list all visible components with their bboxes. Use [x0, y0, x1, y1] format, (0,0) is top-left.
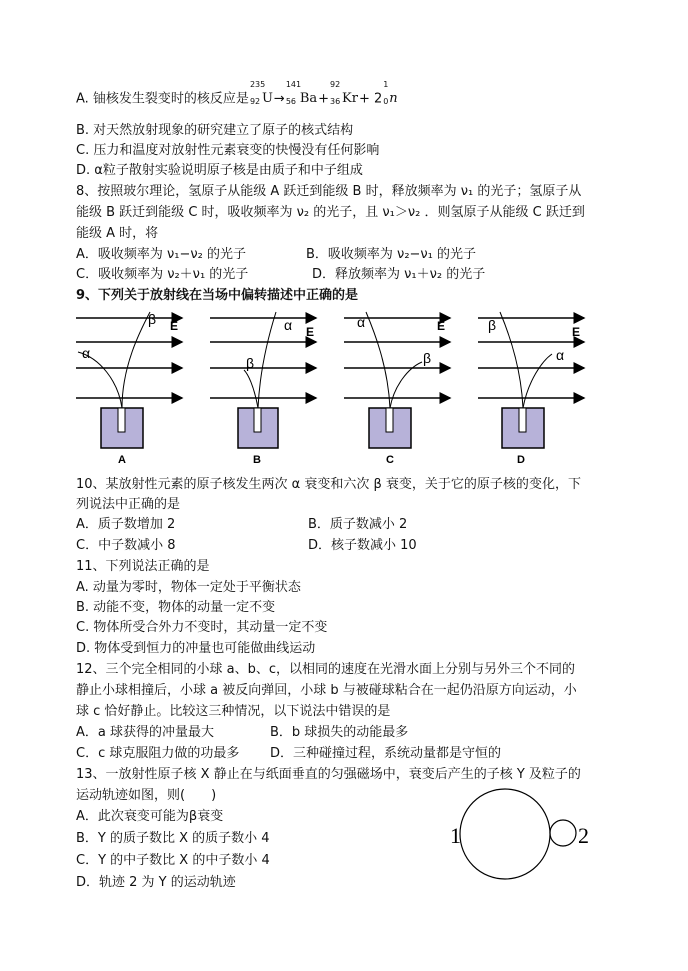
track-2-circle [550, 820, 576, 846]
q10-line1: 10、某放射性元素的原子核发生两次 α 衰变和六次 β 衰变，关于它的原子核的变化，下 [76, 477, 581, 492]
diagram-d-label: D [517, 454, 525, 466]
diagram-c-field-label: E [437, 319, 446, 333]
diagram-b-top-ray: α [284, 317, 293, 333]
option-a [76, 80, 399, 109]
track-2-label: 2 [578, 823, 589, 848]
q13-option-d: D．轨迹 2 为 Y 的运动轨迹 [76, 875, 236, 890]
q13-line2: 运动轨迹如图，则( ) [76, 788, 217, 803]
q8-option-a: A．吸收频率为 ν₁−ν₂ 的光子 [76, 247, 246, 262]
diagram-b [210, 312, 316, 466]
plus-sign: + [318, 91, 330, 107]
diagram-d [478, 312, 584, 466]
q8-option-c: C．吸收频率为 ν₂＋ν₁ 的光子 [76, 267, 249, 282]
q11-option-d: D. 物体受到恒力的冲量也可能做曲线运动 [76, 641, 316, 656]
q13-option-c: C．Y 的中子数比 X 的中子数小 4 [76, 853, 270, 868]
q12-option-a: A．a 球获得的冲量最大 [76, 725, 214, 740]
q12-option-c: C．c 球克服阻力做的功最多 [76, 746, 240, 761]
diagram-c [344, 312, 450, 466]
diagram-b-field-label: E [306, 325, 315, 339]
q13-line1: 13、一放射性原子核 X 静止在与纸面垂直的匀强磁场中，衰变后产生的子核 Y 及粒子的 [76, 767, 581, 782]
q10-line2: 列说法中正确的是 [76, 497, 181, 512]
q9-figure [70, 306, 590, 466]
q8-line2: 能级 B 跃迁到能级 C 时，吸收频率为 ν₂ 的光子，且 ν₁＞ν₂ ．则氢原子从能级 C 跃迁到 [76, 205, 585, 220]
q11-option-b: B. 动能不变，物体的动量一定不变 [76, 600, 276, 615]
uranium-nuclide: 235 92 U [249, 80, 273, 106]
q10-option-d: D．核子数减小 10 [308, 538, 417, 553]
diagram-d-side-ray: α [556, 347, 565, 363]
diagram-d-top-ray: β [488, 317, 497, 333]
diagram-d-field-label: E [572, 325, 581, 339]
q10-option-b: B．质子数减小 2 [308, 517, 408, 532]
krypton-nuclide: 92 36 Kr [330, 80, 358, 106]
q10-option-c: C．中子数减小 8 [76, 538, 176, 553]
q11-option-a: A. 动量为零时，物体一定处于平衡状态 [76, 580, 301, 595]
q11-option-c: C. 物体所受合外力不变时，其动量一定不变 [76, 620, 328, 635]
barium-nuclide: 141 56 Ba [285, 80, 318, 106]
diagram-a-side-ray: α [82, 345, 91, 361]
q12-option-d: D．三种碰撞过程，系统动量都是守恒的 [270, 746, 502, 761]
q8-line3: 能级 A 时，将 [76, 226, 159, 241]
q12-line3: 球 c 恰好静止。比较这三种情况，以下说法中错误的是 [76, 704, 391, 719]
diagram-a-field-label: E [170, 319, 179, 333]
diagram-b-label: B [253, 454, 261, 466]
diagram-a [76, 311, 182, 466]
q12-line1: 12、三个完全相同的小球 a、b、c，以相同的速度在光滑水面上分别与另外三个不同的 [76, 662, 576, 677]
reaction-arrow: → [273, 91, 285, 107]
q8-option-d: D．释放频率为 ν₁＋ν₂ 的光子 [312, 267, 486, 282]
q12-line2: 静止小球相撞后，小球 a 被反向弹回，小球 b 与被碰球粘合在一起仍沿原方向运动，小 [76, 683, 577, 698]
neutron: 1 0 n [383, 80, 398, 106]
track-1-circle [460, 789, 550, 879]
diagram-b-side-ray: β [246, 355, 255, 371]
plus-two: + 2 [358, 91, 383, 107]
option-d: D. α粒子散射实验说明原子核是由质子和中子组成 [76, 163, 363, 178]
diagram-a-top-ray: β [148, 311, 157, 327]
option-b: B. 对天然放射现象的研究建立了原子的核式结构 [76, 123, 354, 138]
diagram-c-label: C [386, 454, 394, 466]
q8-option-b: B．吸收频率为 ν₂−ν₁ 的光子 [306, 247, 477, 262]
q13-option-b: B．Y 的质子数比 X 的质子数小 4 [76, 831, 270, 846]
q8-line1: 8、按照玻尔理论，氢原子从能级 A 跃迁到能级 B 时，释放频率为 ν₁ 的光子；氢原子从 [76, 184, 582, 199]
q10-option-a: A．质子数增加 2 [76, 517, 176, 532]
q13-track-figure [444, 784, 604, 894]
track-1-label: 1 [450, 823, 461, 848]
diagram-c-side-ray: β [423, 350, 432, 366]
option-a-text: A. 铀核发生裂变时的核反应是 [76, 91, 249, 107]
q13-option-a: A．此次衰变可能为β衰变 [76, 809, 224, 824]
q12-option-b: B．b 球损失的动能最多 [270, 725, 409, 740]
q9-stem: 9、下列关于放射线在当场中偏转描述中正确的是 [76, 288, 359, 303]
q11-stem: 11、下列说法正确的是 [76, 559, 210, 574]
option-c: C. 压力和温度对放射性元素衰变的快慢没有任何影响 [76, 143, 380, 158]
diagram-a-label: A [118, 454, 126, 466]
diagram-c-top-ray: α [357, 314, 366, 330]
